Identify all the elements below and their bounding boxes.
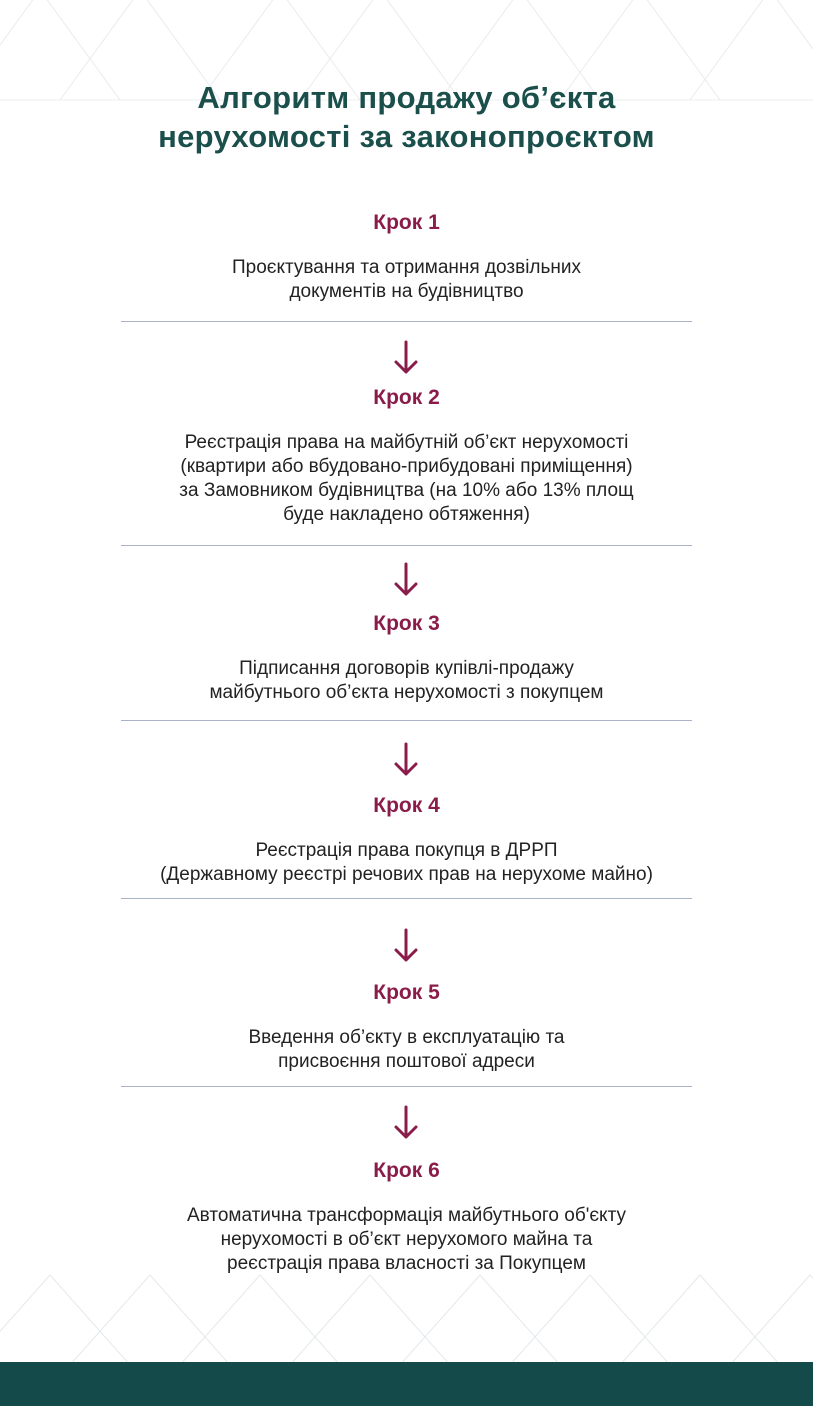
page-title: [0, 78, 813, 156]
step-2-description: [0, 431, 813, 527]
step-6-line-2: нерухомості в об’єкт нерухомого майна та: [220, 1229, 593, 1250]
down-arrow-icon: [391, 560, 421, 600]
down-arrow-icon: [391, 338, 421, 378]
step-6-line-1: Автоматична трансформація майбутнього об'єкту: [186, 1205, 626, 1226]
step-5-line-2: присвоєння поштової адреси: [278, 1051, 535, 1072]
step-divider: [121, 1086, 692, 1087]
down-arrow-icon: [391, 926, 421, 966]
down-arrow-icon: [391, 740, 421, 780]
step-5-description: [0, 1026, 813, 1074]
step-divider: [121, 321, 692, 322]
step-5-line-1: Введення об’єкту в експлуатацію та: [248, 1027, 565, 1048]
step-3-line-2: майбутнього об’єкта нерухомості з покупцем: [209, 682, 604, 703]
step-1: [0, 210, 813, 304]
step-6-description: [0, 1204, 813, 1276]
step-2-line-3: за Замовником будівництва (на 10% або 13% площ: [179, 480, 634, 501]
step-3: [0, 611, 813, 705]
step-6-line-3: реєстрація права власності за Покупцем: [227, 1253, 586, 1274]
step-5: [0, 980, 813, 1074]
step-6-label: Крок 6: [373, 1159, 440, 1182]
step-6: [0, 1158, 813, 1276]
step-divider: [121, 898, 692, 899]
step-4-description: [0, 839, 813, 887]
step-3-line-1: Підписання договорів купівлі-продажу: [239, 658, 574, 679]
step-3-label: Крок 3: [373, 612, 440, 635]
step-3-description: [0, 657, 813, 705]
step-2-label: Крок 2: [373, 386, 440, 409]
background-pattern-bottom: [0, 1270, 813, 1365]
step-2: [0, 385, 813, 527]
step-4-label: Крок 4: [373, 794, 440, 817]
page-title-line-1: Алгоритм продажу об’єкта: [197, 80, 616, 115]
step-divider: [121, 545, 692, 546]
down-arrow-icon: [391, 1103, 421, 1143]
step-5-label: Крок 5: [373, 981, 440, 1004]
step-1-label: Крок 1: [373, 211, 440, 234]
step-divider: [121, 720, 692, 721]
step-1-description: [0, 256, 813, 304]
step-1-line-2: документів на будівництво: [289, 281, 524, 302]
step-4-line-2: (Державному реєстрі речових прав на нерухоме майно): [160, 864, 653, 885]
step-4: [0, 793, 813, 887]
step-2-line-4: буде накладено обтяження): [283, 504, 530, 525]
page-title-line-2: нерухомості за законопроєктом: [158, 119, 655, 154]
footer-band: [0, 1362, 813, 1406]
step-1-line-1: Проєктування та отримання дозвільних: [231, 257, 582, 278]
step-4-line-1: Реєстрація права покупця в ДРРП: [255, 840, 558, 861]
step-2-line-2: (квартири або вбудовано-прибудовані приміщення): [180, 456, 633, 477]
step-2-line-1: Реєстрація права на майбутній об’єкт нерухомості: [184, 432, 629, 453]
